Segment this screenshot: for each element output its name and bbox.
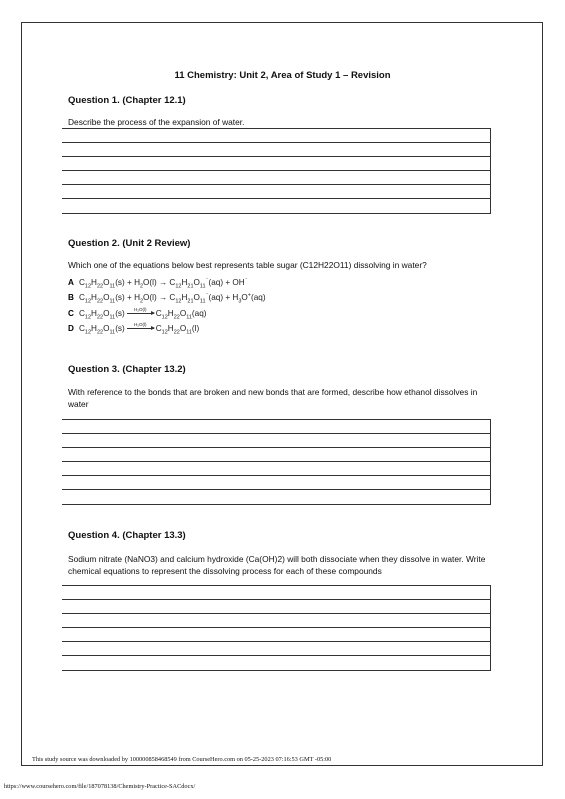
answer-line[interactable] xyxy=(62,434,490,448)
question-4-text: Sodium nitrate (NaNO3) and calcium hydroxide (Ca(OH)2) will both dissociate when they dissolve in water. Write chemical equations to represent the dissolving process for each of these compounds xyxy=(68,554,486,576)
question-1-text: Describe the process of the expansion of water. xyxy=(68,117,245,127)
page-title: 11 Chemistry: Unit 2, Area of Study 1 – Revision xyxy=(174,70,391,81)
option-b[interactable]: B $C_{12}H_{22}O_{11}(s) + H_2O(l) \to C_{12}H_{21}O_{11}^{^-}(aq) + H_3O^+(aq)$ xyxy=(68,292,266,305)
answer-line[interactable] xyxy=(62,199,490,213)
question-3-text: With reference to the bonds that are broken and new bonds that are formed, describe how ethanol dissolves in water xyxy=(68,387,478,409)
reaction-arrow: H₂O(l) xyxy=(127,328,154,329)
question-2-text: Which one of the equations below best represents table sugar (C12H22O11) dissolving in water? xyxy=(68,260,427,270)
reaction-arrow: H₂O(l) xyxy=(127,313,154,314)
answer-line[interactable] xyxy=(62,462,490,476)
question-4-answer-lines[interactable] xyxy=(62,585,491,671)
answer-line[interactable] xyxy=(62,600,490,614)
option-d-letter: D xyxy=(68,324,74,333)
question-3-heading: Question 3. (Chapter 13.2) xyxy=(68,364,186,375)
answer-line[interactable] xyxy=(62,490,490,504)
answer-line[interactable] xyxy=(62,476,490,490)
download-notice: This study source was downloaded by 100000858468549 from CourseHero.com on 05-25-2023 07:16:53 GMT -05:00 xyxy=(32,756,332,763)
question-1-answer-lines[interactable] xyxy=(62,128,491,214)
option-a[interactable]: A $C_{12}H_{22}O_{11}(s) + H_2O(l) \to C_{12}H_{21}O_{11}^{^-}(aq) + OH^{^-}$ xyxy=(68,277,248,290)
question-4-heading: Question 4. (Chapter 13.3) xyxy=(68,530,186,541)
answer-line[interactable] xyxy=(62,448,490,462)
answer-line[interactable] xyxy=(62,129,490,143)
source-url[interactable]: https://www.coursehero.com/file/187078138/Chemistry-Practice-SACdocx/ xyxy=(4,783,196,790)
option-a-letter: A xyxy=(68,278,74,287)
answer-line[interactable] xyxy=(62,642,490,656)
answer-line[interactable] xyxy=(62,628,490,642)
answer-line[interactable] xyxy=(62,143,490,157)
option-d[interactable]: D $C_{12}H_{22}O_{11}(s)$ H₂O(l) $C_{12}H_{22}O_{11}(l)$ xyxy=(68,322,200,336)
question-1-heading: Question 1. (Chapter 12.1) xyxy=(68,95,186,106)
answer-line[interactable] xyxy=(62,656,490,670)
option-c[interactable]: C $C_{12}H_{22}O_{11}(s)$ H₂O(l) $C_{12}H_{22}O_{11}(aq)$ xyxy=(68,307,207,321)
answer-line[interactable] xyxy=(62,157,490,171)
answer-line[interactable] xyxy=(62,420,490,434)
answer-line[interactable] xyxy=(62,171,490,185)
answer-line[interactable] xyxy=(62,614,490,628)
answer-line[interactable] xyxy=(62,185,490,199)
answer-line[interactable] xyxy=(62,586,490,600)
option-c-letter: C xyxy=(68,309,74,318)
question-2-heading: Question 2. (Unit 2 Review) xyxy=(68,238,191,249)
question-3-answer-lines[interactable] xyxy=(62,419,491,505)
option-b-letter: B xyxy=(68,293,74,302)
